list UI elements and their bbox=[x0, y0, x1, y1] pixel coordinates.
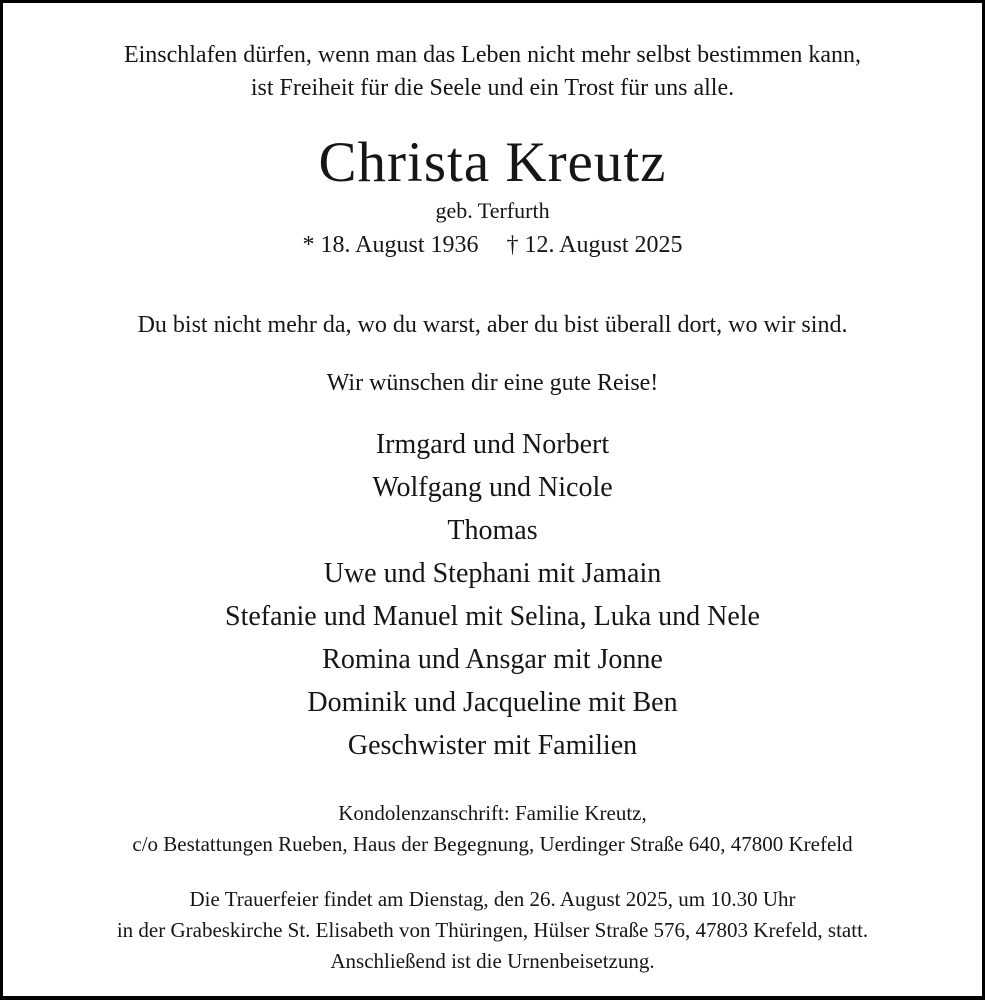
epigraph-line-2: ist Freiheit für die Seele und ein Trost für uns alle. bbox=[250, 75, 735, 101]
funeral-info bbox=[3, 884, 982, 977]
mourner-line: Uwe und Stephani mit Jamain bbox=[323, 558, 662, 589]
funeral-line-1: Die Trauerfeier findet am Dienstag, den 26. August 2025, um 10.30 Uhr bbox=[189, 887, 796, 911]
mourner-line: Geschwister mit Familien bbox=[347, 730, 638, 761]
funeral-line-3: Anschließend ist die Urnenbeisetzung. bbox=[330, 949, 655, 973]
epigraph bbox=[3, 39, 982, 105]
condolence-line-1: Kondolenzanschrift: Familie Kreutz, bbox=[338, 801, 647, 825]
deceased-name: Christa Kreutz bbox=[318, 131, 667, 194]
death-date: † 12. August 2025 bbox=[506, 232, 683, 258]
farewell-wish: Wir wünschen dir eine gute Reise! bbox=[326, 370, 659, 396]
condolence-address bbox=[3, 798, 982, 860]
mourner-line: Wolfgang und Nicole bbox=[372, 472, 613, 503]
funeral-line-2: in der Grabeskirche St. Elisabeth von Thüringen, Hülser Straße 576, 47803 Krefeld, statt. bbox=[116, 918, 869, 942]
mourner-line: Romina und Ansgar mit Jonne bbox=[322, 644, 663, 675]
mourner-line: Thomas bbox=[447, 515, 538, 546]
mourners-list bbox=[3, 423, 982, 767]
mourner-line: Stefanie und Manuel mit Selina, Luka und Nele bbox=[225, 601, 760, 632]
mourner-line: Irmgard und Norbert bbox=[375, 429, 610, 460]
maiden-name: geb. Terfurth bbox=[435, 198, 550, 223]
epigraph-line-1: Einschlafen dürfen, wenn man das Leben nicht mehr selbst bestimmen kann, bbox=[123, 42, 862, 68]
mourner-line: Dominik und Jacqueline mit Ben bbox=[307, 687, 678, 718]
birth-date: * 18. August 1936 bbox=[302, 232, 479, 258]
farewell-quote: Du bist nicht mehr da, wo du warst, aber du bist überall dort, wo wir sind. bbox=[137, 312, 848, 338]
condolence-line-2: c/o Bestattungen Rueben, Haus der Begegnung, Uerdinger Straße 640, 47800 Krefeld bbox=[132, 832, 853, 856]
life-dates bbox=[3, 232, 982, 259]
